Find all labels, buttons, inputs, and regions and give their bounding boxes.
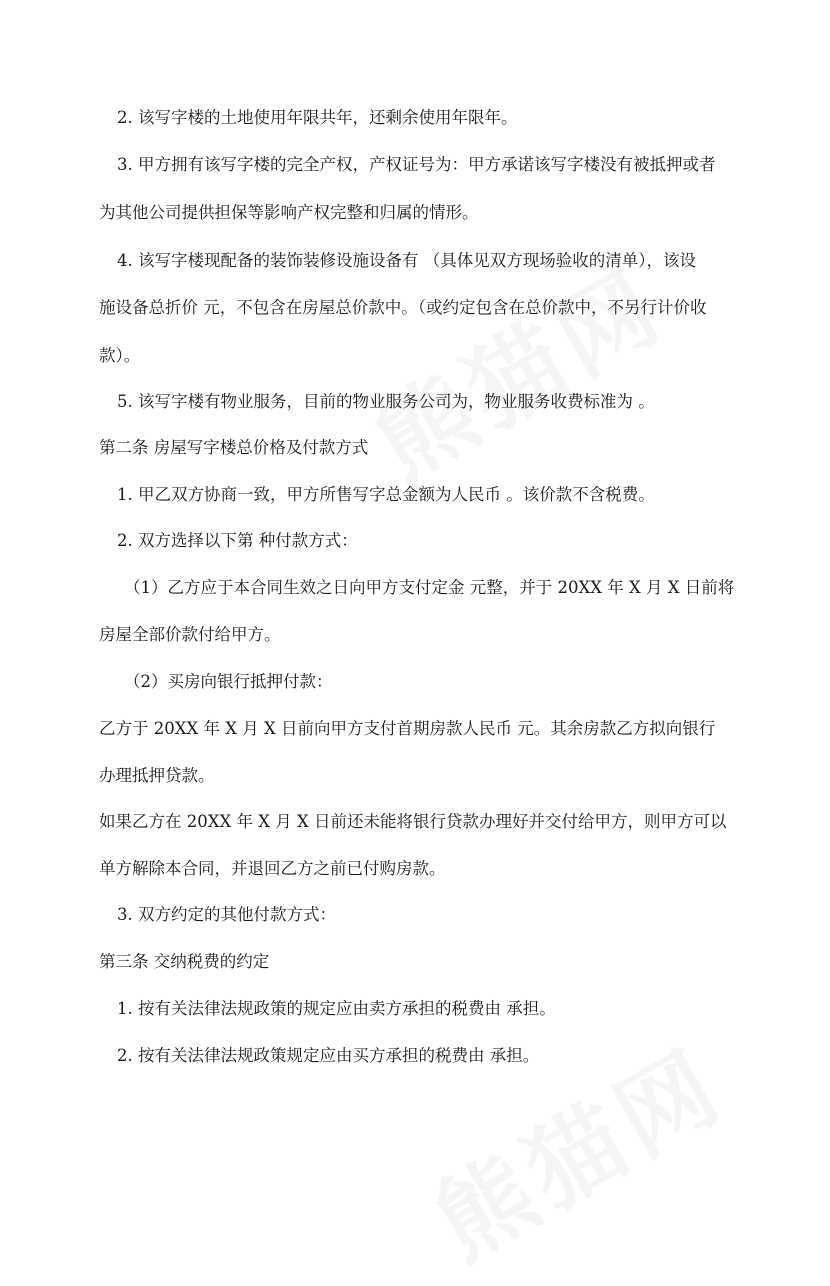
clause-line: 单方解除本合同，并退回乙方之前已付购房款。 bbox=[99, 859, 446, 878]
clause-line: 施设备总折价 元，不包含在房屋总价款中。（或约定包含在总价款中，不另行计价收 bbox=[99, 298, 707, 317]
clause-line: （2）买房向银行抵押付款： bbox=[124, 672, 333, 691]
clause-line: 如果乙方在 20XX 年 X 月 X 日前还未能将银行贷款办理好并交付给甲方，则甲方可以 bbox=[99, 812, 727, 831]
clause-line: 款）。 bbox=[99, 346, 141, 365]
clause-line: 3. 甲方拥有该写字楼的完全产权，产权证号为：甲方承诺该写字楼没有被抵押或者 bbox=[117, 155, 716, 174]
watermark bbox=[347, 231, 686, 506]
clause-line: 3. 双方约定的其他付款方式： bbox=[117, 905, 336, 924]
clause-line: 乙方于 20XX 年 X 月 X 日前向甲方支付首期房款人民币 元。其余房款乙方拟向银行 bbox=[99, 719, 716, 738]
article-heading: 第二条 房屋写字楼总价格及付款方式 bbox=[99, 438, 369, 457]
clause-line: （1）乙方应于本合同生效之日向甲方支付定金 元整，并于 20XX 年 X 月 X 日前将 bbox=[124, 578, 735, 597]
clause-line: 4. 该写字楼现配备的装饰装修设施设备有 （具体见双方现场验收的清单），该设 bbox=[117, 251, 696, 270]
clause-line: 2. 双方选择以下第 种付款方式： bbox=[117, 531, 358, 550]
clause-line: 5. 该写字楼有物业服务，目前的物业服务公司为，物业服务收费标准为 。 bbox=[117, 392, 655, 411]
clause-line: 1. 甲乙双方协商一致，甲方所售写字总金额为人民币 。该价款不含税费。 bbox=[117, 485, 655, 504]
clause-line: 2. 该写字楼的土地使用年限共年，还剩余使用年限年。 bbox=[117, 108, 518, 127]
clause-line: 为其他公司提供担保等影响产权完整和归属的情形。 bbox=[99, 203, 479, 222]
clause-line: 1. 按有关法律法规政策的规定应由卖方承担的税费由 承担。 bbox=[117, 999, 556, 1018]
article-heading: 第三条 交纳税费的约定 bbox=[99, 952, 270, 971]
clause-line: 房屋全部价款付给甲方。 bbox=[99, 625, 281, 644]
clause-line: 办理抵押贷款。 bbox=[99, 766, 215, 785]
clause-line: 2. 按有关法律法规政策规定应由买方承担的税费由 承担。 bbox=[117, 1046, 540, 1065]
